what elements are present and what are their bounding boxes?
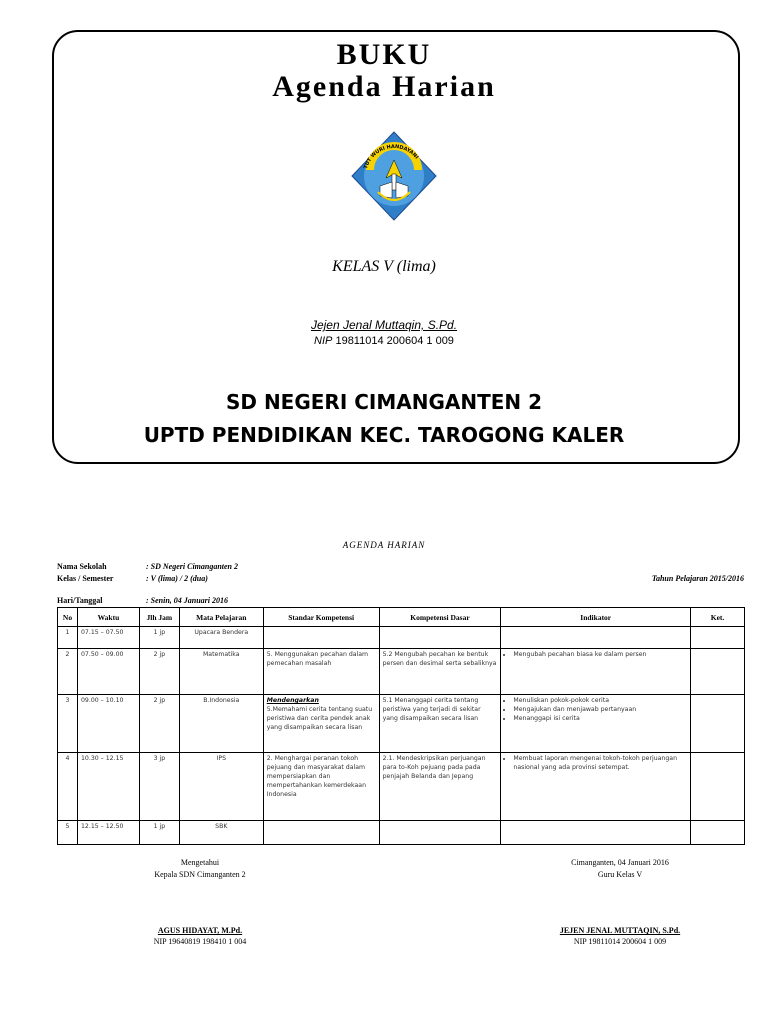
header-kompetensi-dasar: Kompetensi Dasar <box>379 608 501 627</box>
sig-left-name: AGUS HIDAYAT, M.Pd. <box>157 926 243 935</box>
sig-left-nip: NIP 19640819 198410 1 004 <box>153 937 247 946</box>
sig-left-line2: Kepala SDN Cimanganten 2 <box>154 870 246 879</box>
agenda-table <box>57 607 745 845</box>
kelas-label: Kelas / Semester <box>57 574 114 583</box>
tahun-pelajaran: Tahun Pelajaran 2015/2016 <box>651 574 744 583</box>
cell-jam: 2 jp <box>139 695 179 753</box>
cell-sk <box>263 627 379 649</box>
cell-sk: 2. Menghargai peranan tokoh pejuang dan masyarakat dalam mempersiapkan dan mempertahankan kemerdekaan Indonesia <box>263 753 379 821</box>
cell-kd: 5.1 Menanggapi cerita tentang peristiwa yang terjadi di sekitar yang disampaikan secara lisan <box>379 695 501 753</box>
cell-jam: 1 jp <box>139 821 179 845</box>
kelas-value: : V (lima) / 2 (dua) <box>146 574 208 583</box>
cell-no: 5 <box>58 821 78 845</box>
cell-waktu: 12.15 – 12.50 <box>77 821 139 845</box>
nip-value: 19811014 200604 1 009 <box>335 335 454 347</box>
header-indikator: Indikator <box>501 608 691 627</box>
table-row <box>58 753 745 821</box>
sk-heading: Mendengarkan <box>266 697 319 704</box>
agenda-title: AGENDA HARIAN <box>342 540 426 550</box>
cell-kd <box>379 821 501 845</box>
cell-ket <box>691 753 745 821</box>
table-row <box>58 649 745 695</box>
indikator-item: • Menanggapi isi cerita <box>513 714 687 723</box>
cell-mapel: SBK <box>179 821 263 845</box>
cell-ket <box>691 627 745 649</box>
cell-sk: 5. Menggunakan pecahan dalam pemecahan masalah <box>263 649 379 695</box>
table-row <box>58 695 745 753</box>
header-mata-pelajaran: Mata Pelajaran <box>179 608 263 627</box>
sk-text: 5.Memahami cerita tentang suatu peristiwa dan cerita pendek anak yang disampaikan secara lisan <box>266 706 373 731</box>
nama-sekolah-label: Nama Sekolah <box>57 562 107 571</box>
cell-indikator <box>501 649 691 695</box>
cell-mapel: IPS <box>179 753 263 821</box>
cell-mapel: Matematika <box>179 649 263 695</box>
table-row <box>58 821 745 845</box>
tut-wuri-handayani-logo <box>348 130 440 222</box>
indikator-item: • Membuat laporan mengenai tokoh-tokoh perjuangan nasional yang ada provinsi setempat. <box>513 754 687 772</box>
cell-jam: 2 jp <box>139 649 179 695</box>
hari-value: : Senin, 04 Januari 2016 <box>146 596 229 605</box>
hari-label: Hari/Tanggal <box>57 596 103 605</box>
cell-no: 1 <box>58 627 78 649</box>
cell-indikator <box>501 753 691 821</box>
cell-ket <box>691 821 745 845</box>
cell-mapel: Upacara Bendera <box>179 627 263 649</box>
sig-right-nip: NIP 19811014 200604 1 009 <box>573 937 667 946</box>
cell-waktu: 07.50 – 09.00 <box>77 649 139 695</box>
cell-ket <box>691 695 745 753</box>
nama-sekolah-value: : SD Negeri Cimanganten 2 <box>146 562 239 571</box>
cell-sk <box>263 821 379 845</box>
cover-uptd-name: UPTD PENDIDIKAN KEC. TAROGONG KALER <box>143 423 625 447</box>
cover-title-buku: BUKU <box>336 38 432 71</box>
cell-waktu: 10.30 – 12.15 <box>77 753 139 821</box>
header-standar-kompetensi: Standar Kompetensi <box>263 608 379 627</box>
cell-indikator <box>501 627 691 649</box>
cell-indikator <box>501 821 691 845</box>
cell-kd <box>379 627 501 649</box>
cell-jam: 3 jp <box>139 753 179 821</box>
sig-right-name: JEJEN JENAL MUTTAQIN, S.Pd. <box>559 926 681 935</box>
logo-text: TUT WURI HANDAYANI <box>363 143 420 170</box>
table-row <box>58 627 745 649</box>
cell-no: 4 <box>58 753 78 821</box>
cover-teacher-name: Jejen Jenal Muttaqin, S.Pd. <box>310 318 458 332</box>
cover-title-agenda: Agenda Harian <box>272 70 496 103</box>
cell-ket <box>691 649 745 695</box>
cell-sk <box>263 695 379 753</box>
cover-kelas: KELAS V (lima) <box>332 258 436 275</box>
cell-jam: 1 jp <box>139 627 179 649</box>
cell-waktu: 07.15 – 07.50 <box>77 627 139 649</box>
cell-waktu: 09.00 – 10.10 <box>77 695 139 753</box>
cell-indikator <box>501 695 691 753</box>
sig-right-line2: Guru Kelas V <box>597 870 643 879</box>
cell-kd: 5.2 Mengubah pecahan ke bentuk persen dan desimal serta sebaliknya <box>379 649 501 695</box>
cell-mapel: B.Indonesia <box>179 695 263 753</box>
sig-right-line1: Cimanganten, 04 Januari 2016 <box>571 858 669 867</box>
indikator-item: • Mengubah pecahan biasa ke dalam persen <box>513 650 687 659</box>
cell-kd: 2.1. Mendeskripsikan perjuangan para to-Koh pejuang pada pada penjajah Belanda dan Jepang <box>379 753 501 821</box>
header-waktu: Waktu <box>77 608 139 627</box>
header-no: No <box>58 608 78 627</box>
cover-school-name: SD NEGERI CIMANGANTEN 2 <box>225 390 543 414</box>
cell-no: 3 <box>58 695 78 753</box>
indikator-item: • Menuliskan pokok-pokok cerita <box>513 696 687 705</box>
cover-nip <box>0 335 768 347</box>
table-header-row <box>58 608 745 627</box>
header-jlh-jam: Jlh Jam <box>139 608 179 627</box>
nip-label: NIP <box>314 335 333 347</box>
sig-left-line1: Mengetahui <box>180 858 220 867</box>
header-ket: Ket. <box>691 608 745 627</box>
indikator-item: • Mengajukan dan menjawab pertanyaan <box>513 705 687 714</box>
cell-no: 2 <box>58 649 78 695</box>
